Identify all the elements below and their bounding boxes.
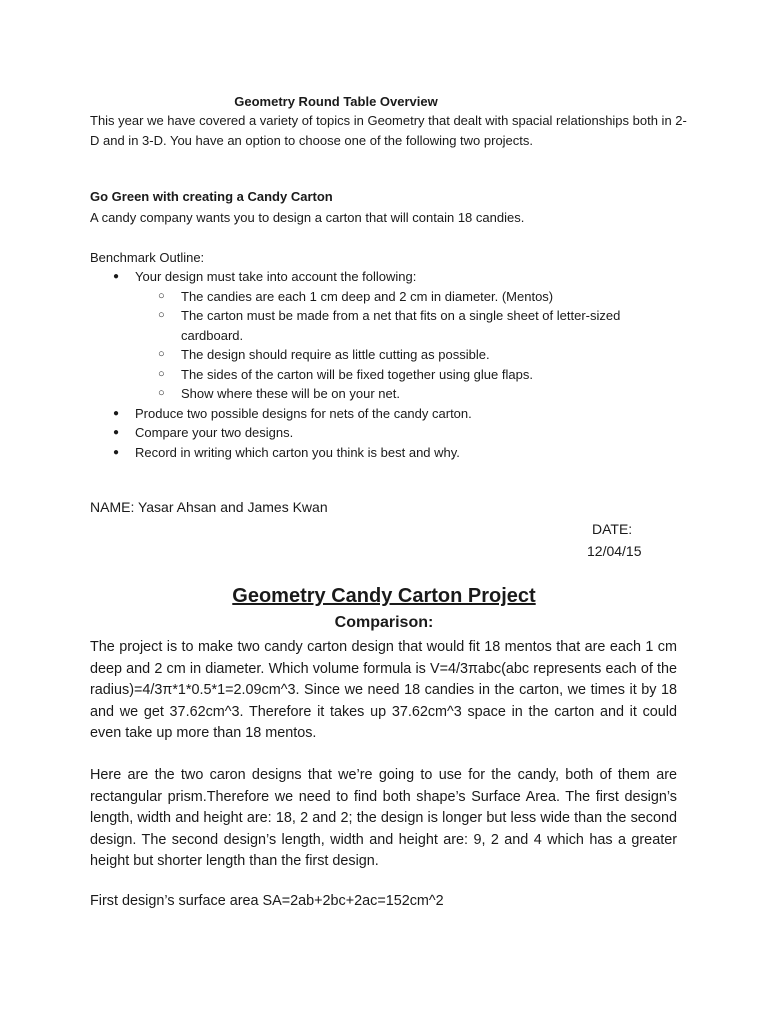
benchmark-subitem: ○ The sides of the carton will be fixed together using glue flaps. <box>90 365 670 385</box>
benchmark-item: ● Produce two possible designs for nets of the candy carton. <box>90 404 670 424</box>
comparison-heading: Comparison: <box>334 614 434 631</box>
student-names: NAME: Yasar Ahsan and James Kwan <box>90 499 328 515</box>
go-green-title: Go Green with creating a Candy Carton <box>90 189 333 204</box>
date-label: DATE: <box>592 521 633 537</box>
go-green-description: A candy company wants you to design a carton that will contain 18 candies. <box>90 210 525 225</box>
project-title: Geometry Candy Carton Project <box>232 585 536 607</box>
benchmark-item: ● Record in writing which carton you think is best and why. <box>90 443 670 463</box>
benchmark-subitem: ○ The carton must be made from a net that fits on a single sheet of letter-sized cardboard. <box>90 306 670 345</box>
benchmark-subitem: ○ The candies are each 1 cm deep and 2 cm in diameter. (Mentos) <box>90 287 670 307</box>
benchmark-item: ● Your design must take into account the following: <box>90 267 670 287</box>
benchmark-list <box>90 267 670 462</box>
date-value: 12/04/15 <box>587 543 642 559</box>
overview-title: Geometry Round Table Overview <box>234 94 438 109</box>
paragraph-volume: The project is to make two candy carton design that would fit 18 mentos that are each 1 cm deep and 2 cm in diameter. Which volume formula is V=4/3πabc(abc represents each of the radius)=4/3π*1*0.5*1=2.09cm^3. Since we need 18 candies in the carton, we times it by 18 and we get 37.62cm^3. Therefore it takes up 37.62cm^3 space in the carton and it could even take up more than 18 mentos. <box>90 639 677 741</box>
paragraph-designs: Here are the two caron designs that we’re going to use for the candy, both of them are rectangular prism.Therefore we need to find both shape’s Surface Area. The first design’s length, width and height are: 18, 2 and 2; the design is longer but less wide than the second design. The second design’s length, width and height are: 9, 2 and 4 which has a greater height but shorter length than the first design. <box>90 767 677 869</box>
overview-intro: This year we have covered a variety of topics in Geometry that dealt with spacial relationships both in 2-D and in 3-D. You have an option to choose one of the following two projects. <box>90 113 687 148</box>
benchmark-item: ● Compare your two designs. <box>90 423 670 443</box>
benchmark-subitem: ○ Show where these will be on your net. <box>90 384 670 404</box>
surface-area-line: First design’s surface area SA=2ab+2bc+2ac=152cm^2 <box>90 893 444 909</box>
benchmark-subitem: ○ The design should require as little cutting as possible. <box>90 345 670 365</box>
benchmark-label: Benchmark Outline: <box>90 250 205 265</box>
